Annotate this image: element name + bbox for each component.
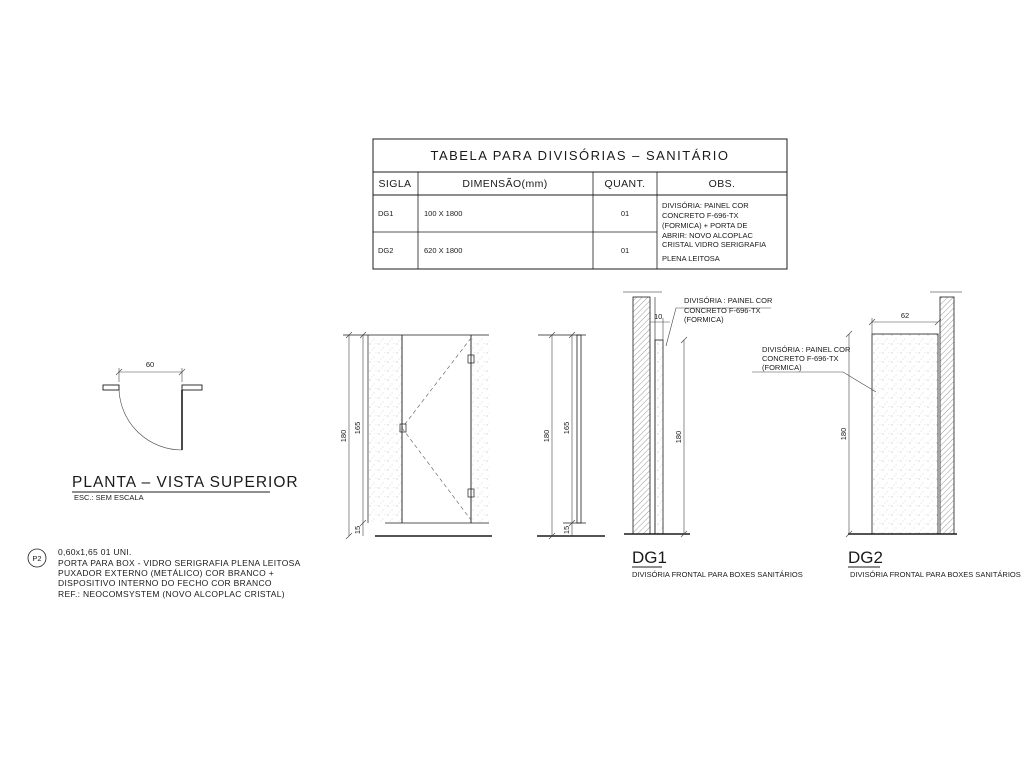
- door-dim-total: 180: [339, 429, 348, 443]
- table-obs-line: DIVISÓRIA: PAINEL COR: [662, 201, 749, 210]
- dg1-dim-top: 10: [654, 312, 663, 321]
- table-row-quant: 01: [620, 209, 630, 218]
- spec-line: 0,60x1,65 01 UNI.: [58, 547, 132, 557]
- door-dim-base: 15: [353, 525, 362, 535]
- dg1-elevation: [623, 292, 803, 579]
- plan-dim-width: 60: [145, 360, 155, 369]
- spec-line: PUXADOR EXTERNO (METÁLICO) COR BRANCO +: [58, 568, 274, 578]
- side-dim-base: 15: [562, 525, 571, 535]
- table-header-dimensao: DIMENSÃO(mm): [462, 178, 548, 190]
- door-front-elevation: [339, 332, 492, 539]
- table-obs-line: ABRIR: NOVO ALCOPLAC: [662, 231, 753, 240]
- spec-line: PORTA PARA BOX - VIDRO SERIGRAFIA PLENA LEITOSA: [58, 558, 301, 568]
- table-obs-line: PLENA LEITOSA: [662, 254, 720, 263]
- table-row-dimensao: 620 X 1800: [424, 246, 463, 255]
- table-row-dimensao: 100 X 1800: [424, 209, 463, 218]
- dg2-note-line: CONCRETO F-696-TX: [762, 354, 839, 363]
- table-header-obs: OBS.: [708, 178, 736, 190]
- dg2-elevation: [752, 292, 1021, 579]
- table-title: TABELA PARA DIVISÓRIAS – SANITÁRIO: [430, 148, 730, 163]
- table-row-sigla: DG2: [378, 246, 394, 255]
- table-header-quant: QUANT.: [604, 178, 646, 190]
- table-row-quant: 01: [620, 246, 630, 255]
- dg1-note-line: DIVISÓRIA : PAINEL COR: [684, 296, 773, 305]
- table-obs-line: (FORMICA) + PORTA DE: [662, 221, 748, 230]
- dg1-note-line: CONCRETO F-696-TX: [684, 306, 761, 315]
- door-side-elevation: [537, 332, 605, 539]
- spec-line: REF.: NEOCOMSYSTEM (NOVO ALCOPLAC CRISTAL): [58, 589, 285, 599]
- table-obs-line: CONCRETO F-696-TX: [662, 211, 739, 220]
- dg2-dim-top: 62: [900, 311, 910, 320]
- spec-note: [28, 547, 301, 599]
- side-dim-total: 180: [542, 429, 551, 443]
- door-dim-door: 165: [353, 421, 362, 435]
- spec-line: DISPOSITIVO INTERNO DO FECHO COR BRANCO: [58, 578, 272, 588]
- table-obs-line: CRISTAL VIDRO SERIGRAFIA: [662, 240, 767, 249]
- dg2-note-line: (FORMICA): [762, 363, 802, 372]
- dg1-note-line: (FORMICA): [684, 315, 724, 324]
- spec-tag: P2: [32, 554, 42, 563]
- dg1-label: DG1: [632, 548, 667, 567]
- table-header-sigla: SIGLA: [378, 178, 412, 190]
- plan-view: [72, 360, 299, 502]
- dg1-caption: DIVISÓRIA FRONTAL PARA BOXES SANITÁRIOS: [632, 570, 803, 579]
- side-dim-door: 165: [562, 421, 571, 435]
- plan-scale: ESC.: SEM ESCALA: [74, 493, 144, 502]
- table-row-sigla: DG1: [378, 209, 394, 218]
- divisorias-table: [373, 139, 787, 269]
- dg2-label: DG2: [848, 548, 883, 567]
- dg2-caption: DIVISÓRIA FRONTAL PARA BOXES SANITÁRIOS: [850, 570, 1021, 579]
- dg2-dim-height: 180: [839, 427, 848, 441]
- dg1-dim-height: 180: [674, 430, 683, 444]
- plan-title: PLANTA – VISTA SUPERIOR: [72, 474, 299, 491]
- dg2-note-line: DIVISÓRIA : PAINEL COR: [762, 345, 851, 354]
